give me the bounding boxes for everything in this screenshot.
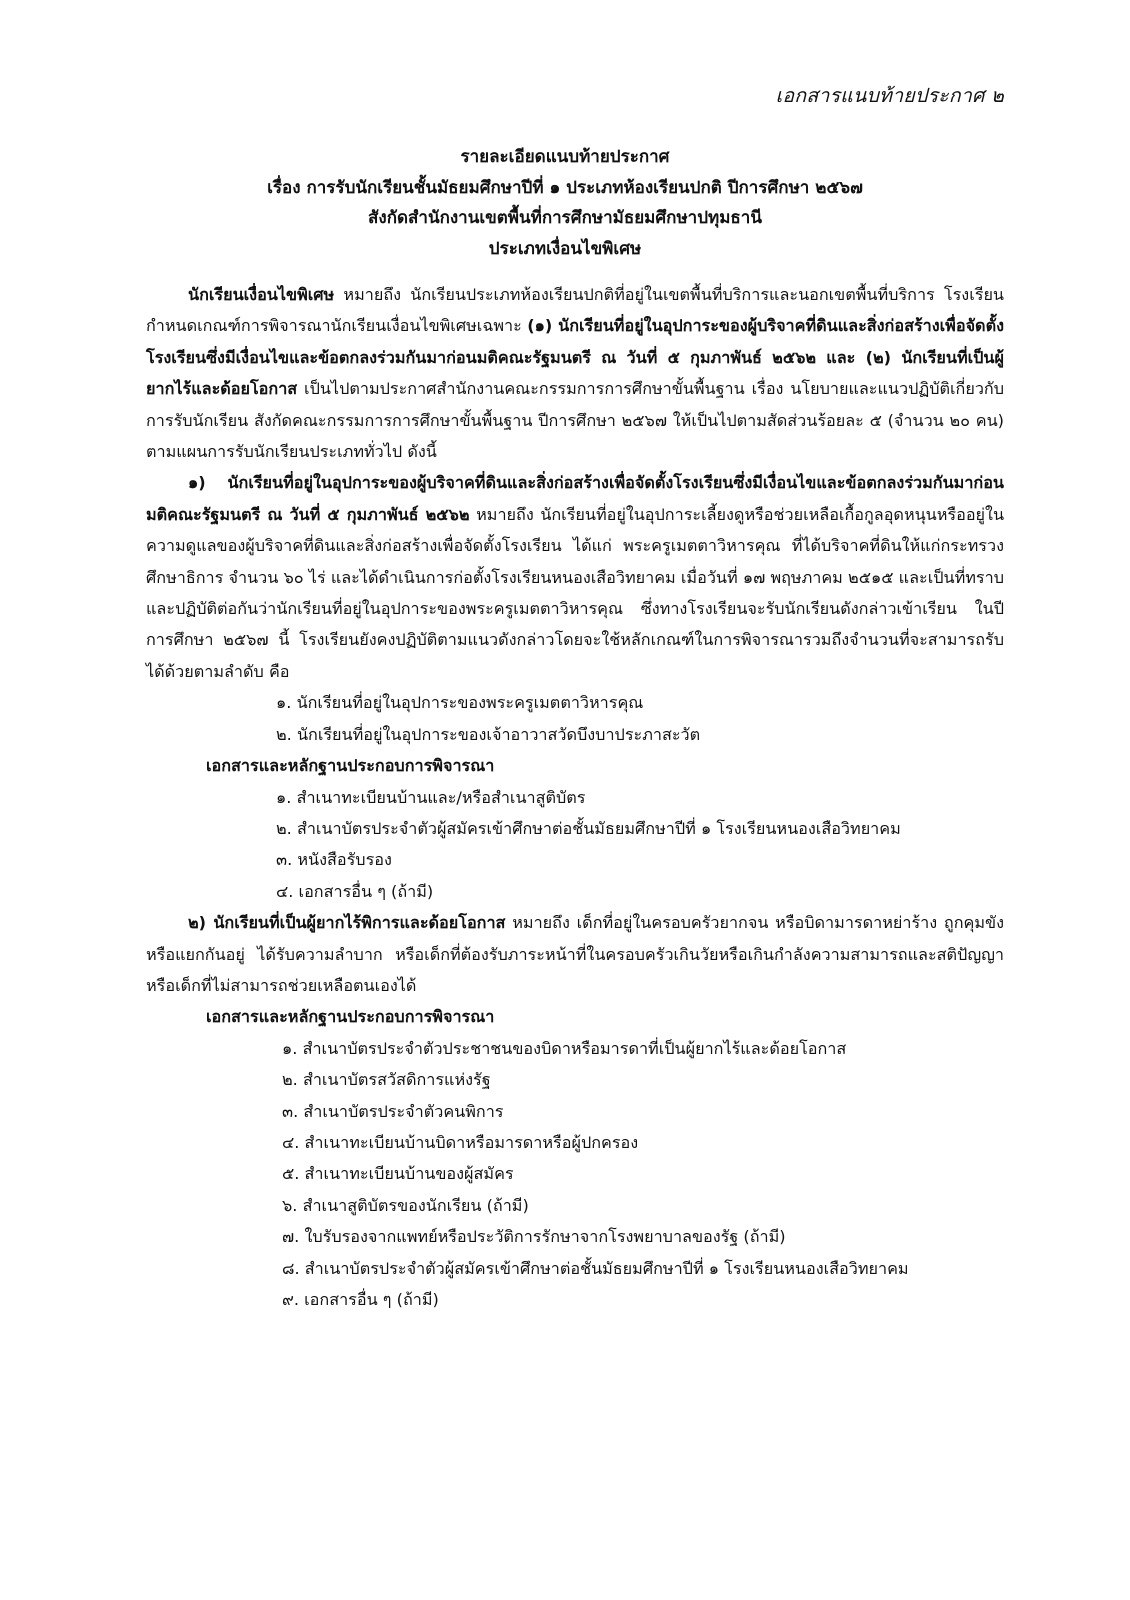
intro-text-1: หมายถึง นักเรียนประเภทห้องเรียนปกติที่อยู่ในเขตพื้นที่บริการและนอกเขตพื้นที่บริการ โรงเรียนกำหนดเกณฑ์การพิจารณานักเรียนเงื่อนไขพิเศษเฉพาะ <box>146 285 1004 336</box>
document-title-block <box>0 142 1130 264</box>
section2-docs-heading: เอกสารและหลักฐานประกอบการพิจารณา <box>206 1007 495 1027</box>
list-item: ๓. สำเนาบัตรประจำตัวคนพิการ <box>282 1101 504 1121</box>
list-item: ๒. สำเนาบัตรประจำตัวผู้สมัครเข้าศึกษาต่อชั้นมัธยมศึกษาปีที่ ๑ โรงเรียนหนองเสือวิทยาคม <box>276 818 901 838</box>
list-item: ๒. สำเนาบัตรสวัสดิการแห่งรัฐ <box>282 1070 491 1090</box>
section1-paragraph <box>146 467 1004 687</box>
list-item: ๙. เอกสารอื่น ๆ (ถ้ามี) <box>282 1290 439 1309</box>
title-line-2: เรื่อง การรับนักเรียนชั้นมัธยมศึกษาปีที่ ๑ ประเภทห้องเรียนปกติ ปีการศึกษา ๒๕๖๗ <box>267 177 863 198</box>
list-item: ๖. สำเนาสูติบัตรของนักเรียน (ถ้ามี) <box>282 1195 529 1215</box>
title-line-3: สังกัดสำนักงานเขตพื้นที่การศึกษามัธยมศึกษาปทุมธานี <box>368 208 762 228</box>
list-item: ๑. สำเนาทะเบียนบ้านและ/หรือสำเนาสูติบัตร <box>276 787 586 807</box>
section2-docs-list <box>146 1033 1004 1316</box>
section1-docs-heading: เอกสารและหลักฐานประกอบการพิจารณา <box>206 756 495 776</box>
list-item: ๒. นักเรียนที่อยู่ในอุปการะของเจ้าอาวาสวัดบึงบาประภาสะวัต <box>276 724 701 744</box>
section1-priority-list <box>146 687 1004 750</box>
section2-text: หมายถึง เด็กที่อยู่ในครอบครัวยากจน หรือบิดามารดาหย่าร้าง ถูกคุมขังหรือแยกกันอยู่ ได้รับความลำบาก หรือเด็กที่ต้องรับภาระหน้าที่ในครอบครัวเกินวัยหรือเกินกำลังความสามารถและสติปัญญาหรือเด็กที่ไม่สามารถช่วยเหลือตนเองได้ <box>146 913 1004 995</box>
section1-heading: ๑) นักเรียนที่อยู่ในอุปการะของผู้บริจาคที่ดินและสิ่งก่อสร้างเพื่อจัดตั้งโรงเรียนซึ่งมีเงื่อนไขและข้อตกลงร่วมกันมาก่อนมติคณะรัฐมนตรี ณ วันที่ ๕ กุมภาพันธ์ ๒๕๖๒ <box>146 473 1004 524</box>
section1-text: หมายถึง นักเรียนที่อยู่ในอุปการะเลี้ยงดูหรือช่วยเหลือเกื้อกูลอุดหนุนหรืออยู่ในความดูแลของผู้บริจาคที่ดินและสิ่งก่อสร้างเพื่อจัดตั้งโรงเรียน ได้แก่ พระครูเมตตาวิหารคุณ ที่ได้บริจาคที่ดินให้แก่กระทรวงศึกษาธิการ จำนวน ๖๐ ไร่ และได้ดำเนินการก่อตั้งโรงเรียนหนองเสือวิทยาคม เมื่อวันที่ ๑๗ พฤษภาคม ๒๕๑๕ และเป็นที่ทราบและปฏิบัติต่อกันว่านักเรียนที่อยู่ในอุปการะของพระครูเมตตาวิหารคุณ ซึ่งทางโรงเรียนจะรับนักเรียนดังกล่าวเข้าเรียน ในปีการศึกษา ๒๕๖๗ นี้ โรงเรียนยังคงปฏิบัติตามแนวดังกล่าวโดยจะใช้หลักเกณฑ์ในการพิจารณารวมถึงจำนวนที่จะสามารถรับได้ด้วยตามลำดับ คือ <box>146 504 1005 681</box>
section1-docs-list <box>146 782 1004 908</box>
attachment-reference: เอกสารแนบท้ายประกาศ ๒ <box>775 84 1004 107</box>
list-item: ๑. นักเรียนที่อยู่ในอุปการะของพระครูเมตตาวิหารคุณ <box>276 693 644 713</box>
intro-paragraph <box>146 279 1004 467</box>
list-item: ๘. สำเนาบัตรประจำตัวผู้สมัครเข้าศึกษาต่อชั้นมัธยมศึกษาปีที่ ๑ โรงเรียนหนองเสือวิทยาคม <box>282 1258 909 1278</box>
list-item: ๗. ใบรับรองจากแพทย์หรือประวัติการรักษาจากโรงพยาบาลของรัฐ (ถ้ามี) <box>282 1227 786 1247</box>
list-item: ๓. หนังสือรับรอง <box>276 850 392 870</box>
intro-criteria: (๑) นักเรียนที่อยู่ในอุปการะของผู้บริจาคที่ดินและสิ่งก่อสร้างเพื่อจัดตั้งโรงเรียนซึ่งมีเงื่อนไขและข้อตกลงร่วมกันมาก่อนมติคณะรัฐมนตรี ณ วันที่ ๕ กุมภาพันธ์ ๒๕๖๒ และ (๒) นักเรียนที่เป็นผู้ยากไร้และด้อยโอกาส <box>146 316 1004 399</box>
list-item: ๕. สำเนาทะเบียนบ้านของผู้สมัคร <box>282 1164 514 1184</box>
title-line-1: รายละเอียดแนบท้ายประกาศ <box>460 147 670 167</box>
title-line-4: ประเภทเงื่อนไขพิเศษ <box>488 238 642 259</box>
section2-paragraph <box>146 907 1004 1001</box>
list-item: ๑. สำเนาบัตรประจำตัวประชาชนของบิดาหรือมารดาที่เป็นผู้ยากไร้และด้อยโอกาส <box>282 1038 847 1058</box>
list-item: ๔. สำเนาทะเบียนบ้านบิดาหรือมารดาหรือผู้ปกครอง <box>282 1132 639 1152</box>
section2-heading: ๒) นักเรียนที่เป็นผู้ยากไร้พิการและด้อยโอกาส <box>188 913 506 933</box>
document-body <box>146 279 1004 1315</box>
intro-term: นักเรียนเงื่อนไขพิเศษ <box>188 285 335 304</box>
list-item: ๔. เอกสารอื่น ๆ (ถ้ามี) <box>276 881 434 901</box>
intro-text-2: เป็นไปตามประกาศสำนักงานคณะกรรมการการศึกษาขั้นพื้นฐาน เรื่อง นโยบายและแนวปฏิบัติเกี่ยวกับการรับนักเรียน สังกัดคณะกรรมการการศึกษาขั้นพื้นฐาน ปีการศึกษา ๒๕๖๗ ให้เป็นไปตามสัดส่วนร้อยละ ๕ (จำนวน ๒๐ คน) ตามแผนการรับนักเรียนประเภททั่วไป ดังนี้ <box>146 379 1004 462</box>
